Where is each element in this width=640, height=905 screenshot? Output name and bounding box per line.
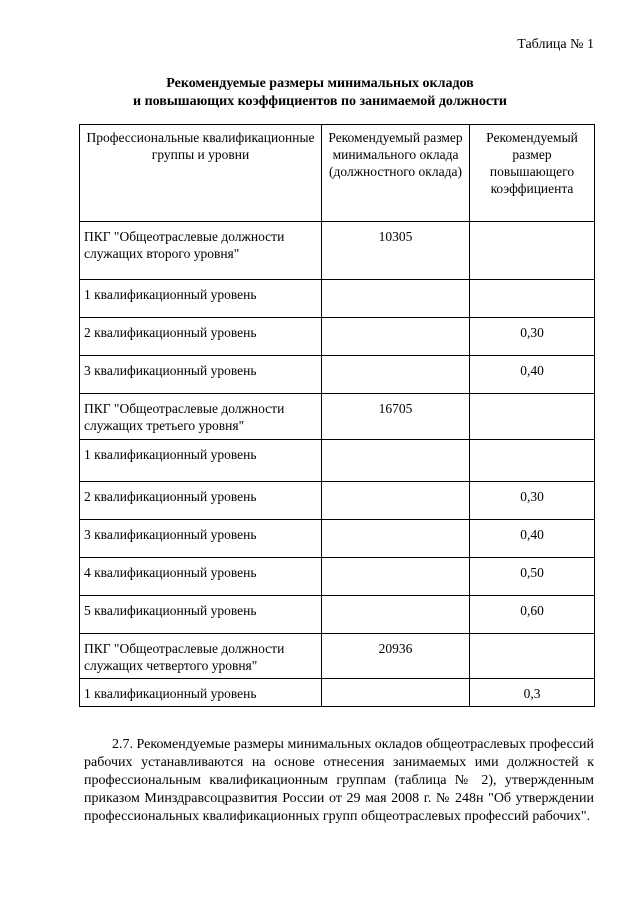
row-salary	[322, 440, 470, 482]
row-name: 5 квалификационный уровень	[80, 596, 322, 634]
header-min-salary: Рекомендуемый размер минимального оклада (должностного оклада)	[322, 125, 470, 222]
table-title-line-1: Рекомендуемые размеры минимальных окладов	[166, 76, 474, 91]
row-name: ПКГ "Общеотраслевые должности служащих второго уровня"	[80, 222, 322, 280]
row-salary	[322, 356, 470, 394]
row-coefficient: 0,50	[470, 558, 595, 596]
row-coefficient: 0,30	[470, 482, 595, 520]
table-row	[80, 280, 595, 318]
row-name: 3 квалификационный уровень	[80, 356, 322, 394]
header-coefficient: Рекомендуемый размер повышающего коэффициента	[470, 125, 595, 222]
table-row	[80, 318, 595, 356]
table-row	[80, 520, 595, 558]
row-coefficient: 0,40	[470, 356, 595, 394]
table-row	[80, 634, 595, 679]
table-title-line-2: и повышающих коэффициентов по занимаемой должности	[133, 94, 507, 109]
row-salary: 16705	[322, 394, 470, 440]
row-name: 4 квалификационный уровень	[80, 558, 322, 596]
table-row	[80, 440, 595, 482]
salary-table	[79, 124, 595, 707]
row-coefficient: 0,40	[470, 520, 595, 558]
row-coefficient	[470, 440, 595, 482]
table-row	[80, 482, 595, 520]
row-name: ПКГ "Общеотраслевые должности служащих четвертого уровня"	[80, 634, 322, 679]
row-salary	[322, 482, 470, 520]
row-salary: 10305	[322, 222, 470, 280]
row-coefficient	[470, 280, 595, 318]
table-title	[60, 75, 580, 111]
row-salary	[322, 596, 470, 634]
table-row	[80, 222, 595, 280]
row-name: 2 квалификационный уровень	[80, 482, 322, 520]
table-row	[80, 679, 595, 707]
row-name: 1 квалификационный уровень	[80, 440, 322, 482]
row-salary	[322, 280, 470, 318]
row-salary	[322, 520, 470, 558]
row-coefficient: 0,60	[470, 596, 595, 634]
row-coefficient	[470, 222, 595, 280]
row-salary	[322, 558, 470, 596]
row-name: 3 квалификационный уровень	[80, 520, 322, 558]
table-row	[80, 394, 595, 440]
row-coefficient: 0,3	[470, 679, 595, 707]
row-name: 1 квалификационный уровень	[80, 280, 322, 318]
header-groups: Профессиональные квалификационные группы и уровни	[80, 125, 322, 222]
row-salary: 20936	[322, 634, 470, 679]
row-salary	[322, 679, 470, 707]
row-name: 1 квалификационный уровень	[80, 679, 322, 707]
row-coefficient: 0,30	[470, 318, 595, 356]
row-name: 2 квалификационный уровень	[80, 318, 322, 356]
row-name: ПКГ "Общеотраслевые должности служащих третьего уровня"	[80, 394, 322, 440]
row-coefficient	[470, 394, 595, 440]
row-salary	[322, 318, 470, 356]
table-row	[80, 596, 595, 634]
table-row	[80, 558, 595, 596]
row-coefficient	[470, 634, 595, 679]
table-row	[80, 356, 595, 394]
table-header-row	[80, 125, 595, 222]
body-paragraph: 2.7. Рекомендуемые размеры минимальных окладов общеотраслевых профессий рабочих устанавливаются на основе отнесения занимаемых ими должностей к профессиональным квалификационным группам (таблица № 2), утвержденным приказом Минздравсоцразвития России от 29 мая 2008 г. № 248н "Об утверждении профессиональных квалификационных групп общеотраслевых профессий рабочих".	[84, 737, 594, 824]
table-number-label: Таблица № 1	[517, 37, 594, 52]
